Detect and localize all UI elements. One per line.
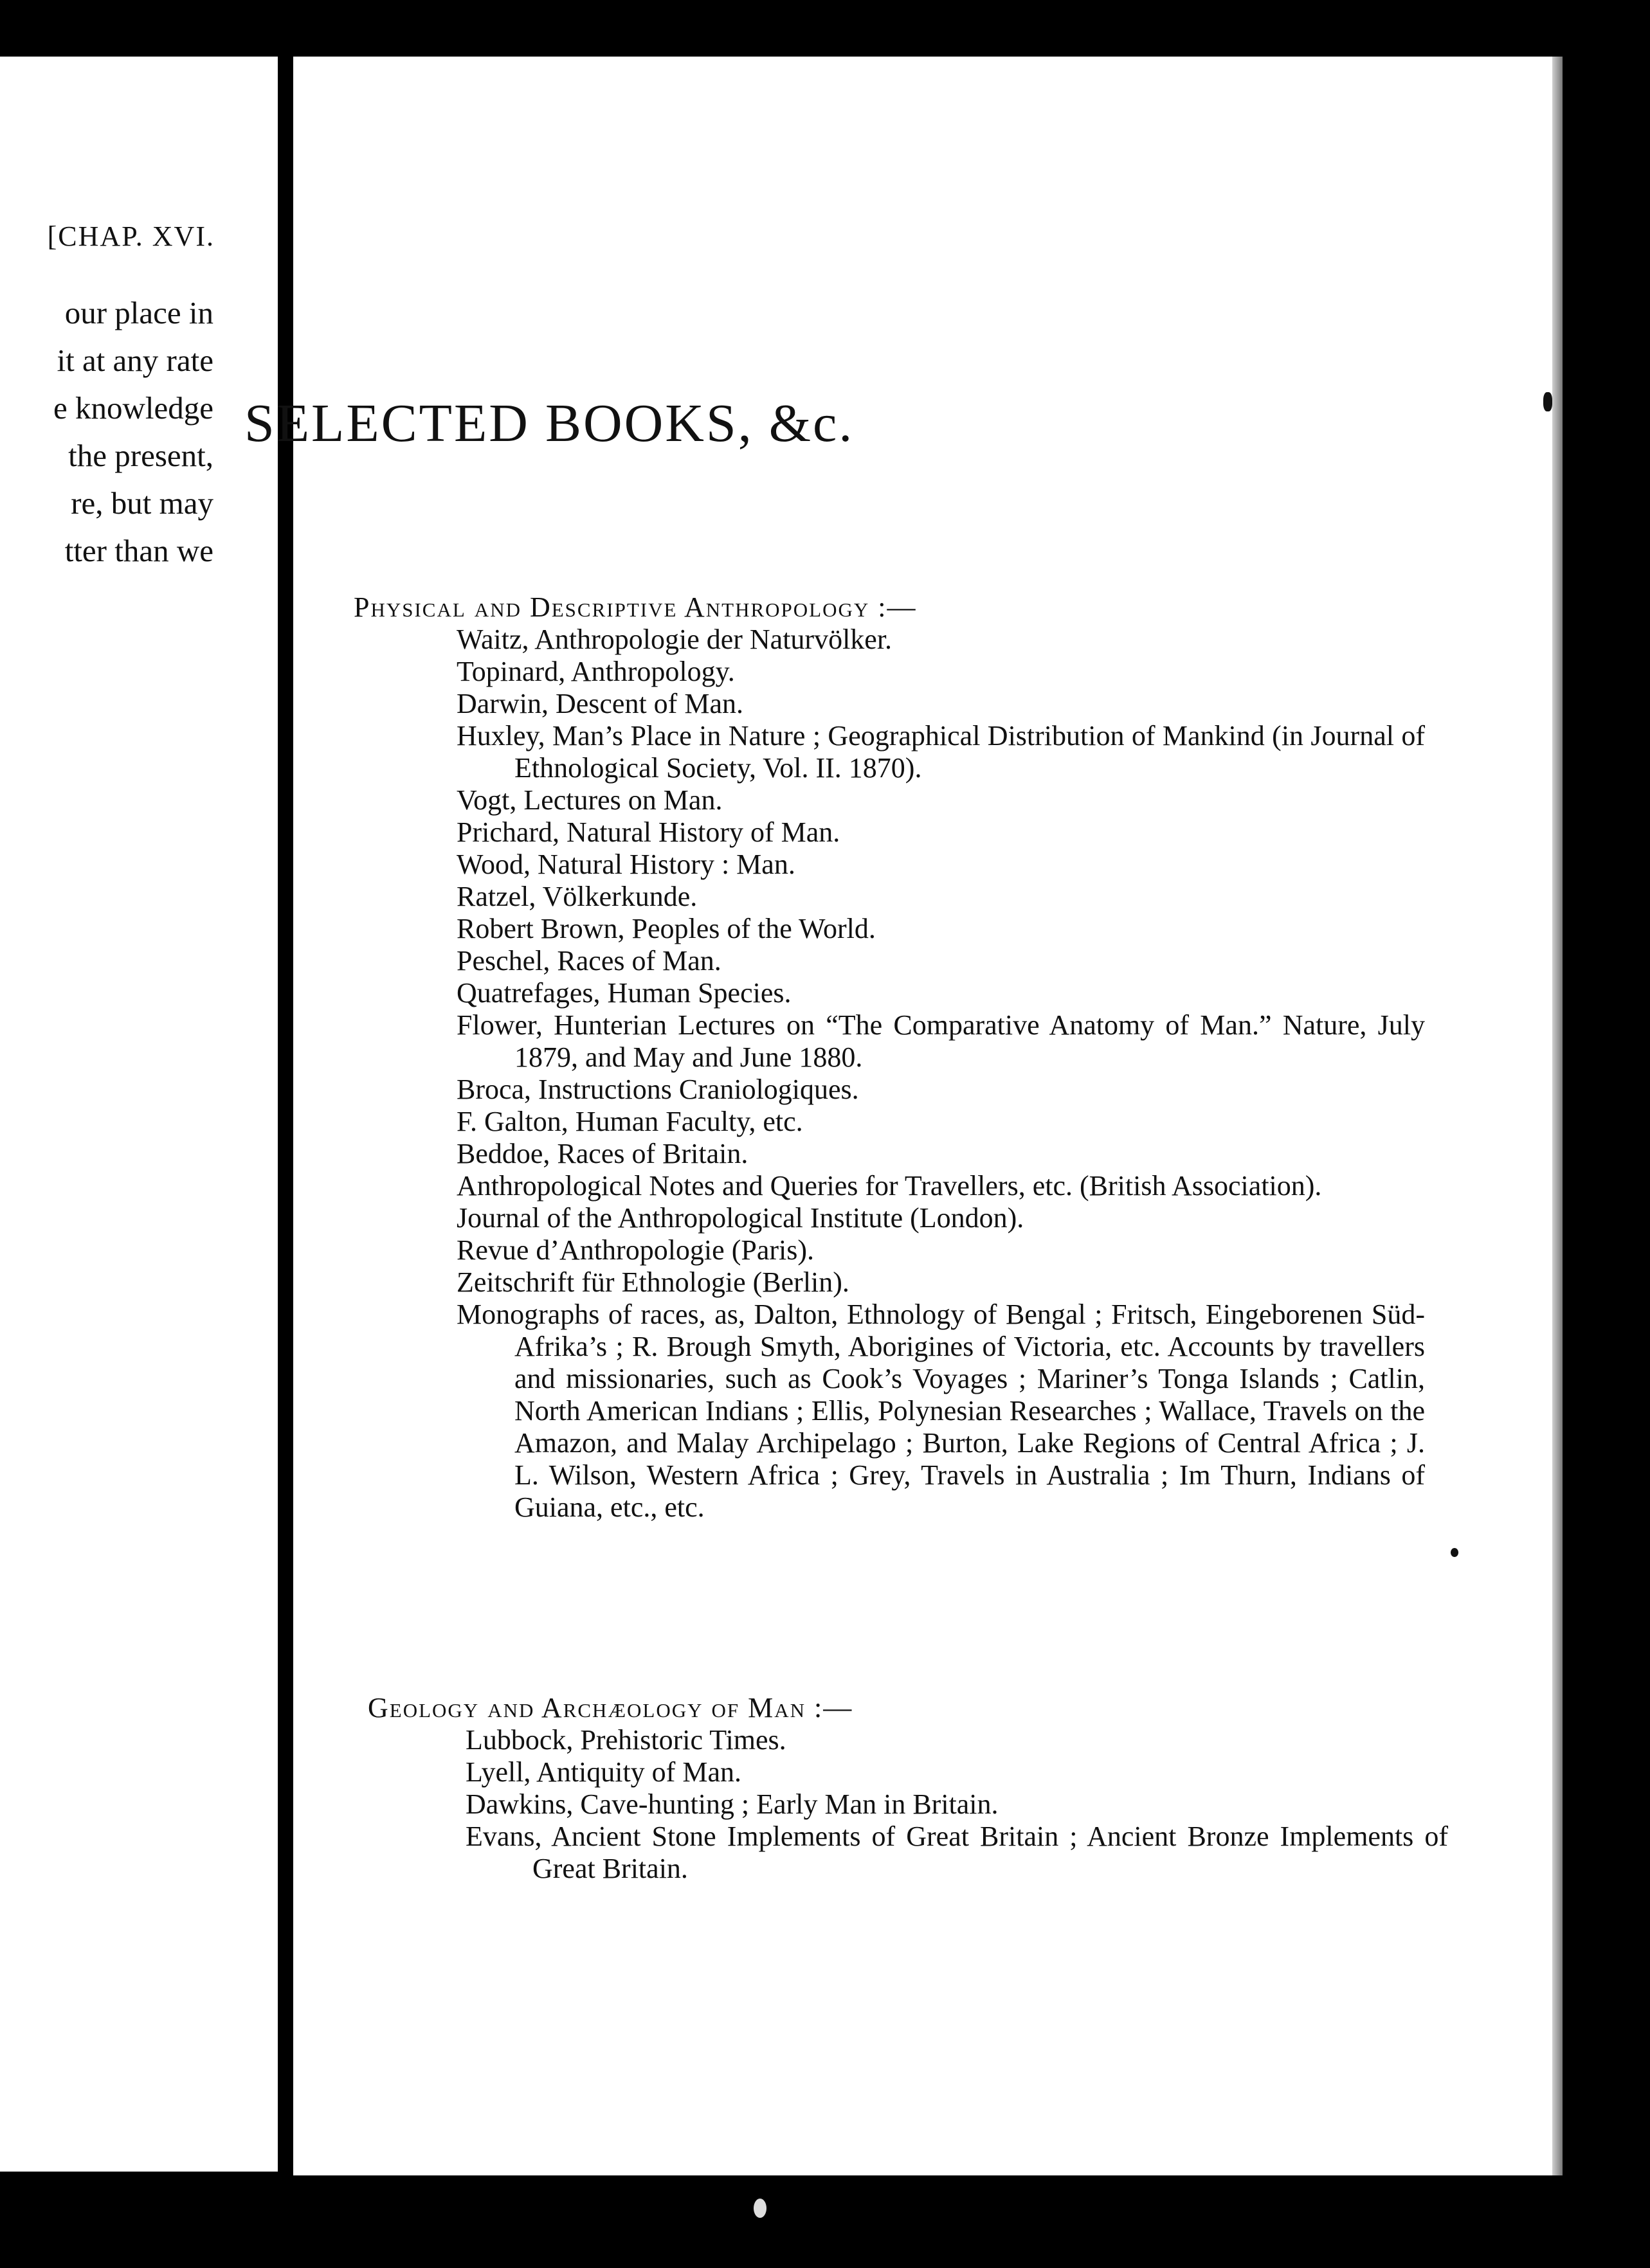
- section-heading: Geology and Archæology of Man :—: [368, 1692, 853, 1724]
- list-item: Lyell, Antiquity of Man.: [466, 1756, 741, 1788]
- list-item: Zeitschrift für Ethnologie (Berlin).: [457, 1266, 849, 1298]
- list-item: Topinard, Anthropology.: [457, 656, 735, 687]
- page-title: SELECTED BOOKS, &c.: [244, 393, 855, 453]
- left-line: the present,: [68, 438, 213, 473]
- scan-speck: [754, 2199, 766, 2218]
- left-line: our place in: [64, 295, 213, 330]
- section-geology-archaeology: [368, 1692, 1461, 1885]
- left-line: e knowledge: [53, 390, 213, 426]
- list-item: Quatrefages, Human Species.: [457, 977, 792, 1009]
- scan-speck: [1451, 1548, 1458, 1557]
- list-item: Monographs of races, as, Dalton, Ethnology of Bengal ; Fritsch, Eingeborenen Süd-Afrika’s ; R. Brough Smyth, Aborigines of Victoria, etc. Accounts by travellers and missionaries, such as Cook’s Voyages ; Mariner’s Tonga Islands ; Catlin, North American Indians ; Ellis, Polynesian Researches ; Wallace, Travels on the Amazon, and Malay Archipelago ; Burton, Lake Regions of Central Africa ; J. L. Wilson, Western Africa ; Grey, Travels in Australia ; Im Thurn, Indians of Guiana, etc., etc.: [457, 1299, 1425, 1523]
- left-running-header: [CHAP. XVI.: [47, 221, 215, 252]
- list-item: Anthropological Notes and Queries for Travellers, etc. (British Association).: [457, 1170, 1322, 1202]
- list-item: Robert Brown, Peoples of the World.: [457, 913, 876, 944]
- left-line: re, but may: [71, 485, 213, 521]
- list-item: F. Galton, Human Faculty, etc.: [457, 1106, 803, 1137]
- left-page: [0, 57, 278, 2172]
- list-item: Dawkins, Cave-hunting ; Early Man in Britain.: [466, 1788, 999, 1820]
- list-item: Huxley, Man’s Place in Nature ; Geographical Distribution of Mankind (in Journal of Ethnological Society, Vol. II. 1870).: [457, 720, 1425, 784]
- list-item: Prichard, Natural History of Man.: [457, 816, 840, 848]
- list-item: Flower, Hunterian Lectures on “The Comparative Anatomy of Man.” Nature, July 1879, and May and June 1880.: [457, 1009, 1425, 1073]
- list-item: Wood, Natural History : Man.: [457, 849, 795, 880]
- scan-speck: [1543, 392, 1552, 411]
- list-item: Revue d’Anthropologie (Paris).: [457, 1234, 814, 1266]
- left-line: tter than we: [64, 533, 213, 568]
- list-item: Darwin, Descent of Man.: [457, 688, 743, 719]
- page-edge: [1552, 57, 1563, 2175]
- list-item: Vogt, Lectures on Man.: [457, 784, 723, 816]
- book-gutter: [278, 64, 293, 2179]
- list-item: Beddoe, Races of Britain.: [457, 1138, 748, 1169]
- entry-list: [354, 624, 1447, 1524]
- list-item: Ratzel, Völkerkunde.: [457, 881, 698, 912]
- left-line: it at any rate: [57, 343, 213, 378]
- list-item: Waitz, Anthropologie der Naturvölker.: [457, 624, 893, 655]
- section-heading: Physical and Descriptive Anthropology :—: [354, 591, 917, 623]
- list-item: Peschel, Races of Man.: [457, 945, 721, 977]
- left-page-text: [0, 289, 213, 575]
- list-item: Lubbock, Prehistoric Times.: [466, 1724, 786, 1756]
- list-item: Journal of the Anthropological Institute (London).: [457, 1202, 1024, 1234]
- list-item: Evans, Ancient Stone Implements of Great Britain ; Ancient Bronze Implements of Great Britain.: [466, 1821, 1448, 1884]
- section-physical-anthropology: [354, 591, 1447, 1524]
- list-item: Broca, Instructions Craniologiques.: [457, 1074, 859, 1105]
- entry-list: [368, 1724, 1461, 1885]
